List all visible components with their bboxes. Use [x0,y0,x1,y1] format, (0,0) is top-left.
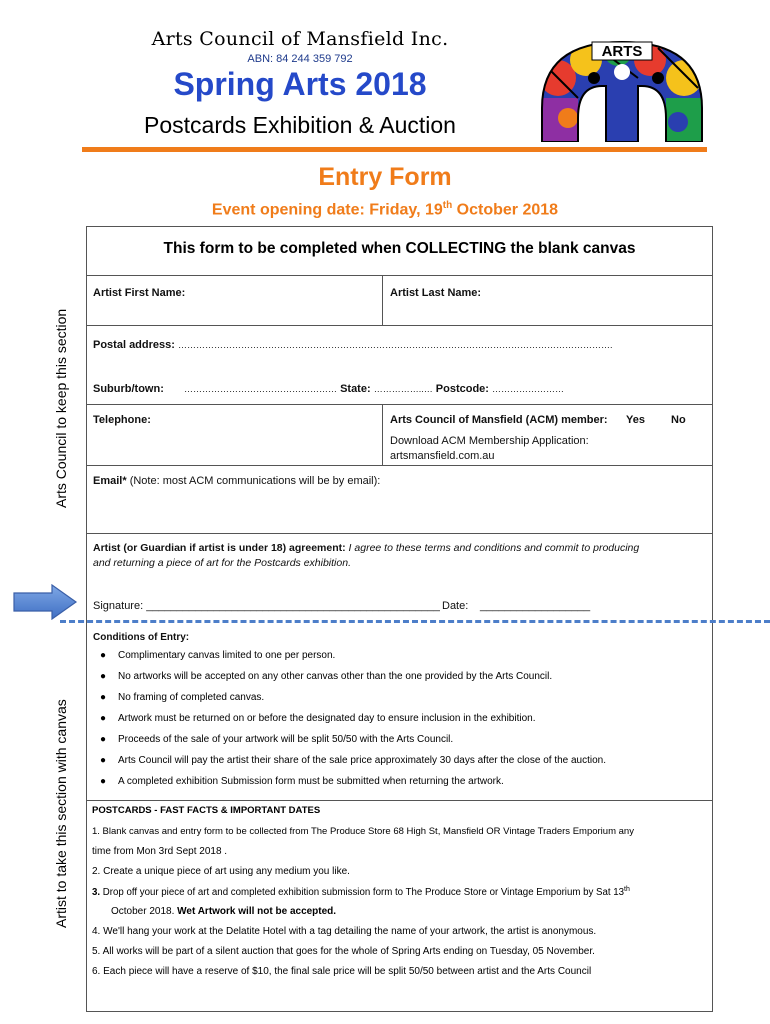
condition-text: Arts Council will pay the artist their share of the sale price approximately 30 days after the close of the auction. [118,755,607,766]
email-label: Email* [93,475,127,487]
bullet-icon: ● [100,776,107,787]
email-note: (Note: most ACM communications will be by email): [126,475,381,487]
fast-fact-3b [111,906,336,917]
list-item [100,713,700,734]
bullet-icon: ● [100,734,107,745]
fast-fact-2: 2. Create a unique piece of art using any medium you like. [92,866,350,877]
member-yes-option[interactable]: Yes [626,414,645,426]
bullet-icon: ● [100,671,107,682]
arts-logo-image [538,38,706,142]
cut-line-divider [60,620,770,623]
first-name-label: Artist First Name: [93,287,186,299]
list-item [100,650,700,671]
fast-fact-1b: time from Mon 3rd Sept 2018 . [92,846,228,857]
suburb-field[interactable]: …………………………………………… [184,384,337,394]
suburb-label: Suburb/town: [93,383,164,395]
postcode-field[interactable]: …………………… [492,384,565,394]
side-label-artist-section: Artist to take this section with canvas [53,699,69,928]
condition-text: Proceeds of the sale of your artwork will be split 50/50 with the Arts Council. [118,734,454,745]
email-line [93,475,380,487]
list-item [100,734,700,755]
abn-line [0,53,600,65]
abn-value: : 84 244 359 792 [270,53,353,65]
fast-fact-1a: 1. Blank canvas and entry form to be collected from The Produce Store 68 High St, Mansfield OR Vintage Traders Emporium any [92,826,634,837]
row-divider [86,404,713,405]
event-opening-date [0,200,770,219]
row-divider [86,800,713,801]
fast-fact-3-text: Drop off your piece of art and completed exhibition submission form to The Produce Store or Vintage Emporium by Sat 13 [100,887,625,899]
conditions-list [100,650,700,797]
list-item [100,671,700,692]
column-divider [382,275,383,325]
date-field[interactable]: __________________ [480,600,591,612]
fast-fact-6: 6. Each piece will have a reserve of $10, the final sale price will be split 50/50 between artist and the Arts Council [92,966,592,977]
member-no-option[interactable]: No [671,414,686,426]
fast-fact-3-sup: th [624,886,630,893]
opening-prefix: Event opening date: Friday, 19 [211,201,443,219]
last-name-label: Artist Last Name: [390,287,482,299]
condition-text: No artworks will be accepted on any other canvas other than the one provided by the Arts Council. [118,671,553,682]
postal-address-label: Postal address: [93,339,175,351]
state-field[interactable]: ……………..… [373,384,433,394]
list-item [100,692,700,713]
column-divider [382,404,383,465]
condition-text: A completed exhibition Submission form must be submitted when returning the artwork. [118,776,504,787]
condition-text: Artwork must be returned on or before the designated day to ensure inclusion in the exhibition. [118,713,536,724]
condition-text: No framing of completed canvas. [118,692,265,703]
postcode-label: Postcode: [435,383,489,395]
agreement-line-1 [93,542,639,554]
event-subtitle: Postcards Exhibition & Auction [144,112,456,138]
logo-text: ARTS [601,43,643,60]
arrow-right-icon [12,584,78,620]
suburb-line [93,383,564,395]
acm-member-label: Arts Council of Mansfield (ACM) member: [390,414,608,426]
agreement-text-2: and returning a piece of art for the Postcards exhibition. [93,557,351,569]
side-label-council-section: Arts Council to keep this section [53,308,69,508]
bullet-icon: ● [100,650,107,661]
form-box-heading: This form to be completed when COLLECTING the blank canvas [163,240,636,257]
row-divider [86,325,713,326]
telephone-label: Telephone: [93,414,151,426]
opening-sup: th [442,200,453,211]
postal-address-field[interactable]: ………………………………………………………………………………………………………………………………. [177,340,613,350]
fast-fact-4: 4. We'll hang your work at the Delatite Hotel with a tag detailing the name of your artwork, the artist is anonymous. [92,926,597,937]
state-label: State: [340,383,371,395]
event-title: Spring Arts 2018 [173,66,427,102]
row-divider [86,275,713,276]
date-label: Date: [442,600,469,612]
fast-fact-3b-bold: Wet Artwork will not be accepted. [177,906,337,917]
fast-fact-3b-text: October 2018. [111,906,178,917]
row-divider [86,465,713,466]
entry-form-heading: Entry Form [318,163,452,191]
agreement-text-1: I agree to these terms and conditions and commit to producing [345,542,640,554]
signature-field[interactable]: Signature: ________________________________________________ [93,600,440,612]
fast-fact-3-number: 3. [92,887,101,899]
agreement-label: Artist (or Guardian if artist is under 18) agreement: [93,542,346,554]
condition-text: Complimentary canvas limited to one per person. [118,650,336,661]
bullet-icon: ● [100,692,107,703]
postal-address-line [93,339,613,351]
opening-suffix: October 2018 [452,201,559,219]
header-divider [82,147,707,152]
abn-label: ABN [247,53,271,65]
bullet-icon: ● [100,713,107,724]
list-item [100,755,700,776]
row-divider [86,533,713,534]
list-item [100,776,700,797]
fast-facts-title: POSTCARDS - FAST FACTS & IMPORTANT DATES [92,805,321,816]
bullet-icon: ● [100,755,107,766]
download-application-url[interactable]: artsmansfield.com.au [390,450,495,462]
conditions-title: Conditions of Entry: [93,632,190,643]
fast-fact-3a [92,886,630,898]
fast-fact-5: 5. All works will be part of a silent auction that goes for the whole of Spring Arts ending on Tuesday, 05 November. [92,946,595,957]
organization-name: Arts Council of Mansfield Inc. [151,28,449,50]
download-application-text: Download ACM Membership Application: [390,435,589,447]
